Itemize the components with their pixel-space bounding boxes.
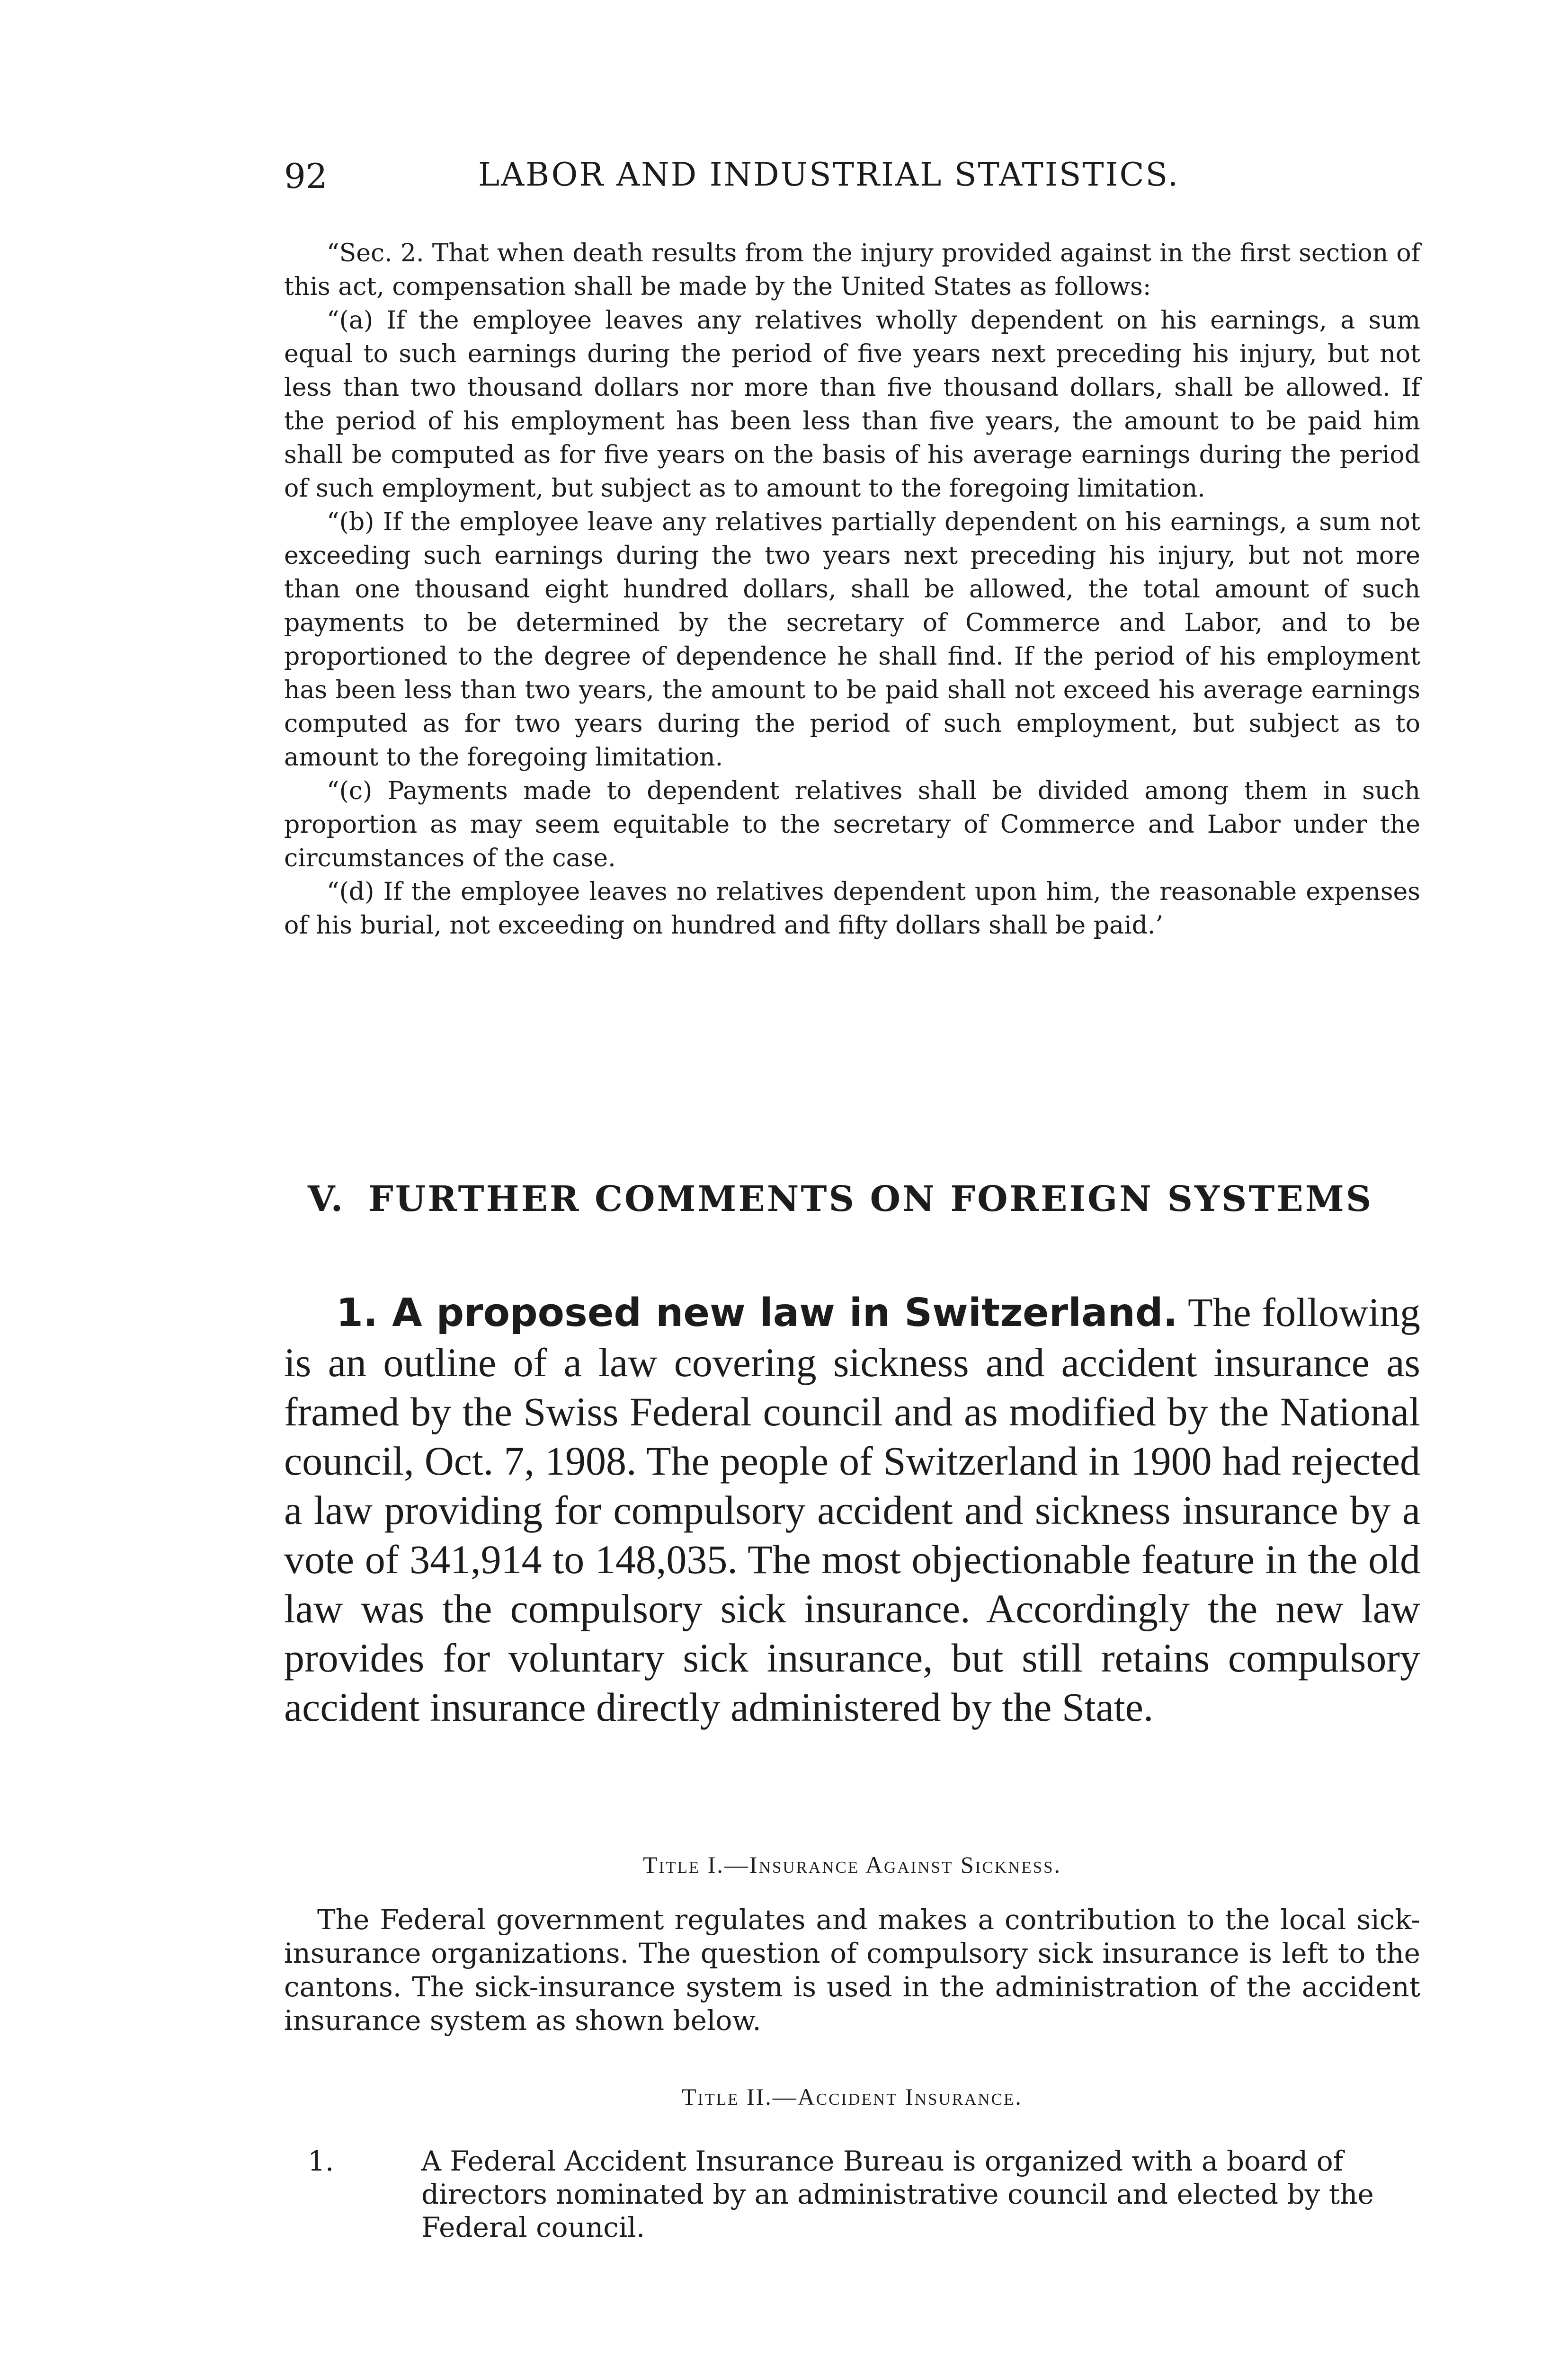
list-item-number: 1. (308, 2145, 334, 2177)
accident-insurance-list (284, 2145, 1420, 2244)
switzerland-paragraph (284, 1288, 1420, 1732)
title-1-heading: Title I.—Insurance Against Sickness. (642, 1851, 1062, 1878)
statute-clause-b: “(b) If the employee leave any relatives partially dependent on his earnings, a sum not exceeding such earnings during the two years next preceding his injury, but not more than one thousand eight hundred dollars, shall be allowed, the total amount of such payments to be determined by the secretary of Commerce and Labor, and to be proportioned to the degree of dependence he shall find. If the period of his employment has been less than two years, the amount to be paid shall not exceed his average earnings computed as for two years during the period of such employment, but subject as to amount to the foregoing limitation. (284, 508, 1420, 772)
page-number: 92 (284, 156, 328, 196)
section-heading (308, 1179, 1420, 1219)
paragraph-lead: 1. A proposed new law in Switzerland. (336, 1290, 1178, 1335)
list-item (284, 2145, 1420, 2244)
running-head: LABOR AND INDUSTRIAL STATISTICS. (478, 156, 1180, 194)
statute-clause-d: “(d) If the employee leaves no relatives dependent upon him, the reasonable expenses of his burial, not exceeding on hundred and fifty dollars shall be paid.’ (284, 878, 1420, 940)
paragraph-body: The following is an outline of a law covering sickness and accident insurance as framed by the Swiss Federal council and as modified by the National council, Oct. 7, 1908. The people of Switzerland in 1900 had rejected a law providing for compulsory accident and sickness insurance by a vote of 341,914 to 148,035. The most objectionable feature in the old law was the compulsory sick insurance. Accordingly the new law provides for voluntary sick insurance, but still retains compulsory accident insurance directly administered by the State. (284, 1290, 1420, 1730)
title-2-heading: Title II.—Accident Insurance. (682, 2083, 1023, 2110)
list-item-text: A Federal Accident Insurance Bureau is organized with a board of directors nominated by an administrative council and elected by the Federal council. (421, 2145, 1374, 2243)
section-number: V. (308, 1179, 345, 1219)
page-header (284, 156, 1420, 204)
statute-section-2: “Sec. 2. That when death results from the injury provided against in the first section of this act, compensation shall be made by the United States as follows: (284, 239, 1420, 301)
section-title: FURTHER COMMENTS ON FOREIGN SYSTEMS (368, 1179, 1373, 1219)
statute-quotation (284, 237, 1420, 943)
title-1-text: The Federal government regulates and makes a contribution to the local sick-insurance organizations. The question of compulsory sick insurance is left to the cantons. The sick-insurance system is used in the administration of the accident insurance system as shown below. (284, 1904, 1420, 2037)
statute-clause-c: “(c) Payments made to dependent relatives shall be divided among them in such proportion as may seem equitable to the secretary of Commerce and Labor under the circumstances of the case. (284, 777, 1420, 872)
title-1-body (284, 1903, 1420, 2038)
statute-clause-a: “(a) If the employee leaves any relatives wholly dependent on his earnings, a sum equal to such earnings during the period of five years next preceding his injury, but not less than two thousand dollars nor more than five thousand dollars, shall be allowed. If the period of his employment has been less than five years, the amount to be paid him shall be computed as for five years on the basis of his average earnings during the period of such employment, but subject as to amount to the foregoing limitation. (284, 306, 1420, 503)
